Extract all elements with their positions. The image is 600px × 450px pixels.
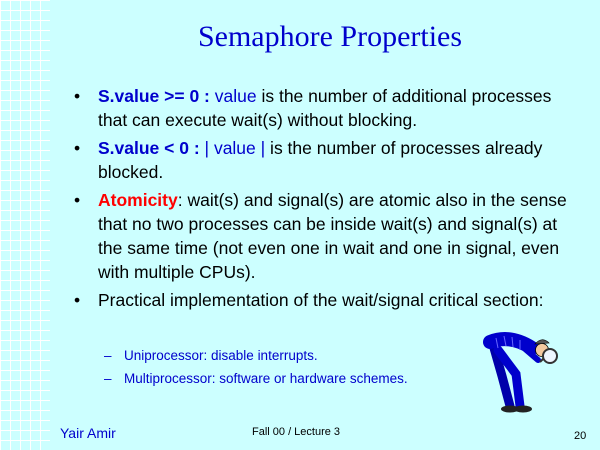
bullet-item [72, 188, 572, 284]
bullet-list [72, 84, 572, 316]
footer-author: Yair Amir [60, 425, 116, 441]
bullet-highlight: | value | [204, 138, 266, 158]
bullet-marker: • [74, 86, 81, 106]
bullet-text: : wait(s) and signal(s) are atomic also in the sense that no two processes can be inside wait(s) and signal(s) at the same time (not even one in wait and one in signal, even with multiple CPUs). [98, 190, 567, 282]
bullet-item [72, 84, 572, 132]
bullet-text: Practical implementation of the wait/signal critical section: [98, 290, 544, 310]
bullet-marker: • [74, 138, 81, 158]
bullet-term: S.value >= 0 : [98, 86, 210, 106]
bullet-highlight: value [214, 86, 257, 106]
sub-bullet-marker: – [104, 371, 112, 386]
detective-with-magnifier-icon [480, 326, 570, 414]
page-number: 20 [574, 430, 587, 442]
sub-bullet-marker: – [104, 348, 112, 363]
sub-bullet-list [104, 344, 504, 390]
sub-bullet-item [104, 367, 504, 390]
bullet-item [72, 136, 572, 184]
bullet-item [72, 288, 572, 312]
sub-bullet-text: Multiprocessor: software or hardware schemes. [124, 371, 408, 386]
sub-bullet-text: Uniprocessor: disable interrupts. [124, 348, 318, 363]
slide-title: Semaphore Properties [197, 20, 463, 53]
bullet-term: S.value < 0 : [98, 138, 200, 158]
bullet-marker: • [74, 190, 81, 210]
sub-bullet-item [104, 344, 504, 367]
bullet-text: is the number of processes already blocked. [98, 138, 543, 182]
bullet-term: Atomicity [98, 190, 178, 210]
grid-pattern [0, 0, 50, 450]
bullet-marker: • [74, 290, 81, 310]
bullet-text: is the number of additional processes that can execute wait(s) without blocking. [98, 86, 552, 130]
footer-course: Fall 00 / Lecture 3 [252, 426, 341, 438]
